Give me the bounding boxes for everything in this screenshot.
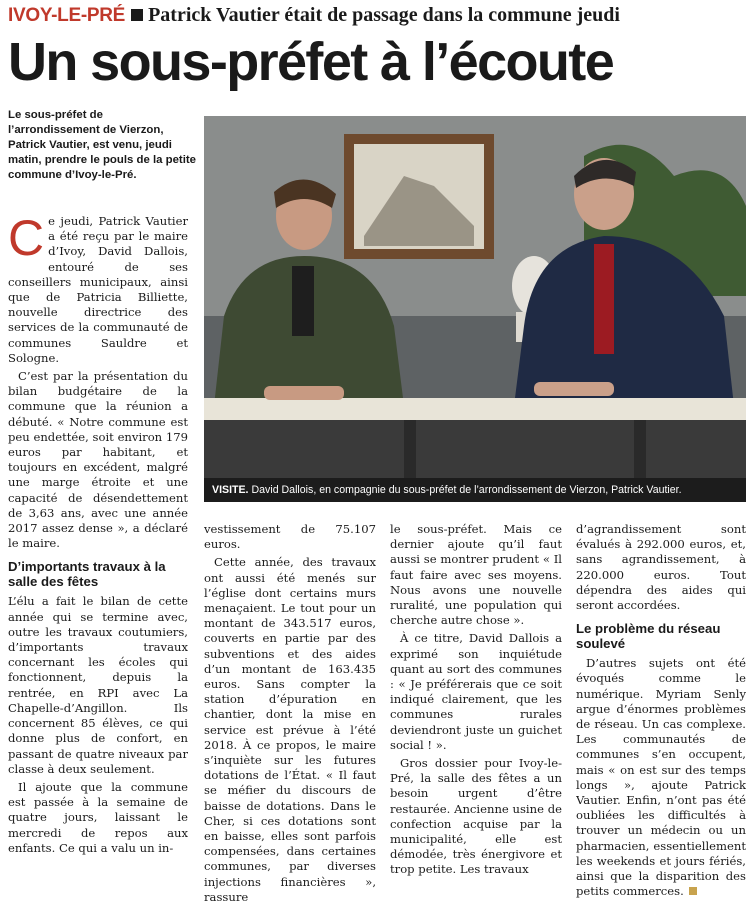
drop-cap: C — [8, 214, 45, 266]
photo-illustration — [204, 116, 746, 478]
article-photo — [204, 116, 746, 478]
paragraph: L’élu a fait le bilan de cette année qui se termine avec, outre les travaux coutumiers, d’importants travaux concernant les écoles qui fonctionnent, depuis la rentrée, en RPI avec La Chapelle-d’Angillon. Ils concernent 85 élèves, ce qui donne plus de confort, en passant de quatre niveaux par classe à deux seulement. — [8, 594, 188, 776]
subheading: D’importants travaux à la salle des fêtes — [8, 559, 166, 590]
article-headline: Un sous-préfet à l’écoute — [8, 32, 614, 92]
caption-text: David Dallois, en compagnie du sous-préfet de l’arrondissement de Vierzon, Patrick Vautier. — [251, 484, 682, 496]
subheading: Le problème du réseau soulevé — [576, 621, 721, 652]
article-kicker — [8, 4, 748, 30]
photo-caption — [204, 478, 746, 502]
kicker-deck: Patrick Vautier était de passage dans la commune jeudi — [148, 4, 620, 26]
article-standfirst: Le sous-préfet de l’arrondissement de Vierzon, Patrick Vautier, est venu, jeudi matin, prendre le pouls de la petite commune d’Ivoy-le-Pré. — [8, 109, 196, 181]
paragraph: Cette année, des travaux ont aussi été menés sur l’église dont certains murs menaçaient. Le tout pour un montant de 343.517 euros, couverts en partie par des subventions et des aides d’un montant de 163.435 euros. Sans compter la station d’épuration en chantier, dont la mise en service est prévue à l’été 2018. À ce propos, le maire s’inquiète sur les futures dotations de l’État. « Il faut se méfier du discours de baisse de dotations. Dans le Cher, si ces dotations sont en baisse, elles sont parfois compensées, dans certaines communes, par diverses injections financières », rassure — [204, 555, 376, 904]
paragraph: Ce jeudi, Patrick Vautier a été reçu par le maire d’Ivoy, David Dallois, entouré de ses conseillers municipaux, ainsi que de Patricia Billiette, nouvelle directrice des services de la communauté de communes Sauldre et Sologne. — [8, 214, 188, 365]
article-column-1 — [8, 214, 188, 908]
paragraph: d’agrandissement sont évalués à 292.000 euros, et, sans agrandissement, à 220.000 euros. Tout dépendra des aides qui seront accordées. — [576, 522, 746, 613]
paragraph: Gros dossier pour Ivoy-le-Pré, la salle des fêtes a un besoin urgent d’être restaurée. Ancienne usine de confection acquise par la municipalité, elle est démodée, très énergivore et trop petite. Les travaux — [390, 756, 562, 877]
article-column-2 — [204, 522, 376, 908]
paragraph: D’autres sujets ont été évoqués comme le numérique. Myriam Senly argue d’énormes problèmes de réseau. Un cas complexe. Les communautés de communes s’en occupent, mais « on est sur des temps longs », ajoute Patrick Vautier. Enfin, n’ont pas été oubliées les difficultés à trouver un médecin ou un pharmacien, essentiellement les weekends et jours fériés, ainsi que la disparition des petits commerces. — [576, 656, 746, 899]
end-mark-icon — [689, 887, 697, 895]
paragraph: le sous-préfet. Mais ce dernier ajoute qu’il faut aussi se montrer prudent « Il faut faire avec ses moyens. Nous avons une nouvelle ruralité, une population qui cherche autre chose ». — [390, 522, 562, 628]
kicker-location: IVOY-LE-PRÉ — [8, 5, 126, 26]
paragraph: À ce titre, David Dallois a exprimé son inquiétude quant au sort des communes : « Je préférerais que ce soit indiqué clairement, que les communes rurales deviendront juste un guichet social ! ». — [390, 631, 562, 752]
paragraph: Il ajoute que la commune est passée à la semaine de quatre jours, laissant le mercredi de repos aux enfants. Ce qui a valu un in- — [8, 779, 188, 855]
kicker-square-icon — [131, 9, 143, 21]
article-column-3 — [390, 522, 562, 908]
paragraph: vestissement de 75.107 euros. — [204, 522, 376, 552]
paragraph: C’est par la présentation du bilan budgétaire de la commune que la réunion a débuté. « Notre commune est peu endettée, soit environ 179 euros par habitant, et toujours en excédent, malgré une marge étroite et une capacité de désendettement de 3,63 ans, avec une année 2017 assez dense », a déclaré le maire. — [8, 369, 188, 551]
caption-lead: VISITE. — [212, 484, 249, 496]
article-column-4 — [576, 522, 746, 908]
